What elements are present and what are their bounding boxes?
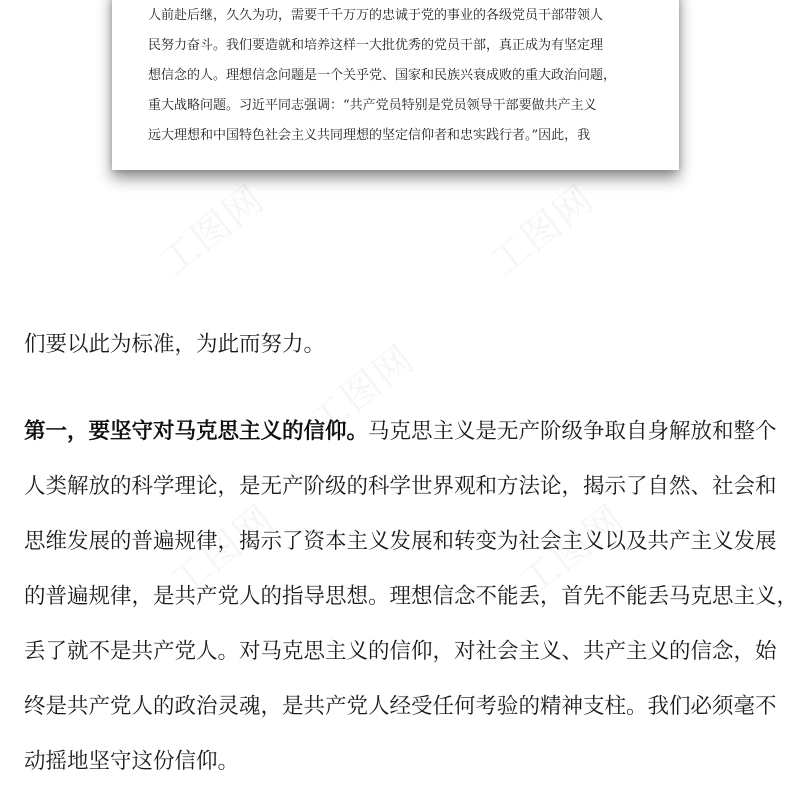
watermark-text: 工图网 [161, 495, 283, 605]
section-heading: 第一，要坚守对马克思主义的信仰。 [24, 419, 369, 444]
body-text-line: 动摇地坚守这份信仰。 [24, 749, 240, 774]
watermark-text: 工图网 [511, 495, 633, 605]
card-text-line: 民努力奋斗。我们要造就和培养这样一大批优秀的党员干部，真正成为有坚定理 [148, 38, 604, 53]
card-text-line: 重大战略问题。习近平同志强调：“共产党员特别是党员领导干部要做共产主义 [148, 98, 597, 113]
card-text-line: 想信念的人。理想信念问题是一个关乎党、国家和民族兴衰成败的重大政治问题， [148, 68, 617, 83]
body-text: 马克思主义是无产阶级争取自身解放和整个 [368, 419, 777, 444]
body-text-line: 思维发展的普遍规律，揭示了资本主义发展和转变为社会主义以及共产主义发展 [24, 529, 777, 554]
body-text-line: 人类解放的科学理论，是无产阶级的科学世界观和方法论，揭示了自然、社会和 [24, 474, 777, 499]
card-text-line: 人前赴后继，久久为功，需要千千万万的忠诚于党的事业的各级党员干部带领人 [148, 8, 604, 23]
document-card [112, 0, 679, 170]
body-text-line: 终是共产党人的政治灵魂，是共产党人经受任何考验的精神支柱。我们必须毫不 [24, 694, 777, 719]
watermark-text: 工图网 [301, 335, 423, 445]
body-text-line [24, 418, 784, 446]
body-text-line: 丢了就不是共产党人。对马克思主义的信仰，对社会主义、共产主义的信念，始 [24, 639, 777, 664]
body-text-line: 的普遍规律，是共产党人的指导思想。理想信念不能丢，首先不能丢马克思主义， [24, 584, 799, 609]
watermark-text: 工图网 [151, 175, 273, 285]
watermark-text: 工图网 [481, 175, 603, 285]
body-text-line: 们要以此为标准，为此而努力。 [24, 332, 326, 357]
card-text-line: 远大理想和中国特色社会主义共同理想的坚定信仰者和忠实践行者。”因此，我 [148, 128, 591, 143]
